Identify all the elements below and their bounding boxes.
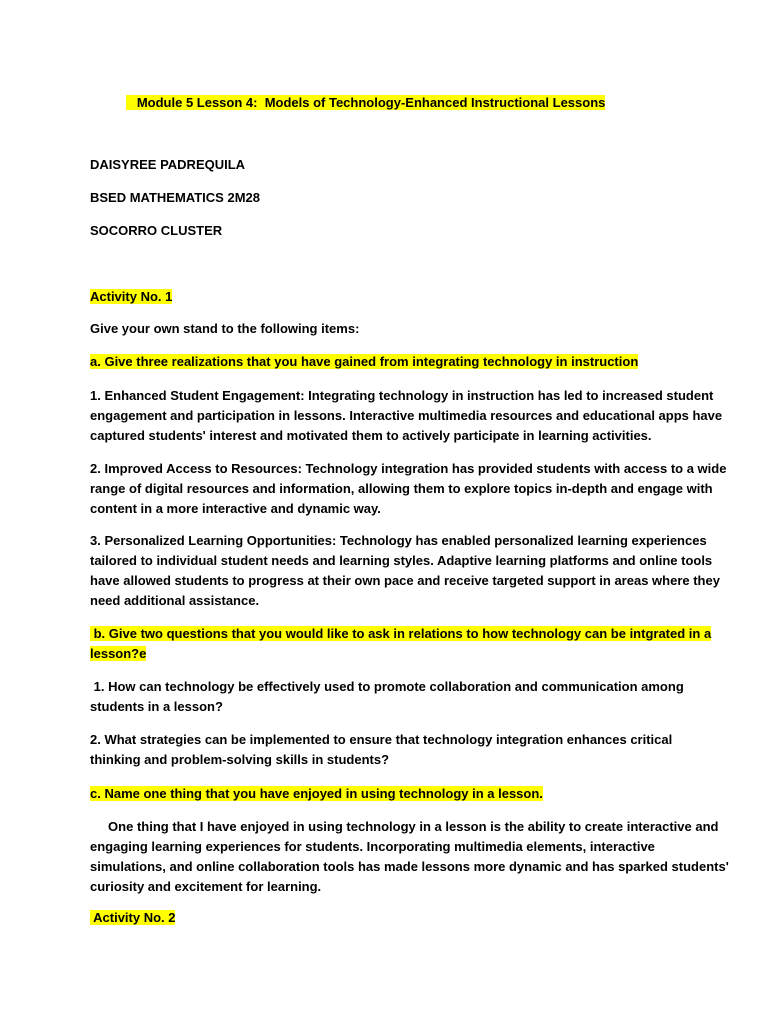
student-name: DAISYREE PADREQUILA <box>90 157 246 172</box>
activity-2-heading <box>90 910 175 926</box>
question-b-line <box>90 644 690 664</box>
document-title-text: Module 5 Lesson 4: Models of Technology-Enhanced Instructional Lessons <box>126 95 606 110</box>
instruction-line: Give your own stand to the following items: <box>90 321 360 336</box>
activity-1-heading <box>90 289 172 305</box>
answer-a-3 <box>90 531 720 611</box>
question-a-text: a. Give three realizations that you have gained from integrating technology in instruction <box>90 354 639 369</box>
answer-a-2-line: content in a more interactive and dynamic way. <box>90 501 381 516</box>
question-b-text: b. Give two questions that you would like to ask in relations to how technology can be intgrated in a <box>90 626 712 641</box>
question-b-text: lesson?e <box>90 646 147 661</box>
answer-c <box>90 817 729 897</box>
question-b-line <box>90 624 712 644</box>
answer-a-1-line: captured students' interest and motivated them to actively participate in learning activities. <box>90 428 652 443</box>
activity-1-heading-text: Activity No. 1 <box>90 289 173 304</box>
answer-a-2 <box>90 459 727 519</box>
answer-b-1-line: 1. How can technology be effectively used to promote collaboration and communication among <box>90 679 684 694</box>
course-line: BSED MATHEMATICS 2M28 <box>90 190 260 205</box>
answer-b-2-line: thinking and problem-solving skills in students? <box>90 752 390 767</box>
answer-a-2-line: range of digital resources and information, allowing them to explore topics in-depth and engage with <box>90 481 713 496</box>
question-a <box>90 354 638 370</box>
activity-2-heading-text: Activity No. 2 <box>90 910 176 925</box>
answer-b-2 <box>90 730 690 770</box>
question-c <box>90 786 543 802</box>
answer-a-3-line: have allowed students to progress at their own pace and receive targeted support in areas where they <box>90 573 720 588</box>
answer-b-2-line: 2. What strategies can be implemented to ensure that technology integration enhances critical <box>90 732 673 747</box>
answer-c-line: engaging learning experiences for students. Incorporating multimedia elements, interactive <box>90 839 655 854</box>
document-title <box>126 95 605 111</box>
answer-a-1-line: 1. Enhanced Student Engagement: Integrating technology in instruction has led to increased student <box>90 388 714 403</box>
answer-c-line: curiosity and excitement for learning. <box>90 879 322 894</box>
question-b <box>90 624 712 664</box>
answer-c-line: One thing that I have enjoyed in using technology in a lesson is the ability to create interactive and <box>90 819 719 834</box>
question-c-text: c. Name one thing that you have enjoyed in using technology in a lesson. <box>90 786 543 801</box>
cluster-line: SOCORRO CLUSTER <box>90 223 223 238</box>
answer-a-3-line: tailored to individual student needs and learning styles. Adaptive learning platforms and online tools <box>90 553 713 568</box>
answer-c-line: simulations, and online collaboration tools has made lessons more dynamic and has sparked students' <box>90 859 729 874</box>
answer-a-1-line: engagement and participation in lessons. Interactive multimedia resources and educational apps have <box>90 408 723 423</box>
answer-b-1 <box>90 677 690 717</box>
answer-a-2-line: 2. Improved Access to Resources: Technology integration has provided students with access to a wide <box>90 461 727 476</box>
answer-b-1-line: students in a lesson? <box>90 699 223 714</box>
answer-a-3-line: need additional assistance. <box>90 593 260 608</box>
answer-a-1 <box>90 386 723 446</box>
answer-a-3-line: 3. Personalized Learning Opportunities: Technology has enabled personalized learning experiences <box>90 533 707 548</box>
